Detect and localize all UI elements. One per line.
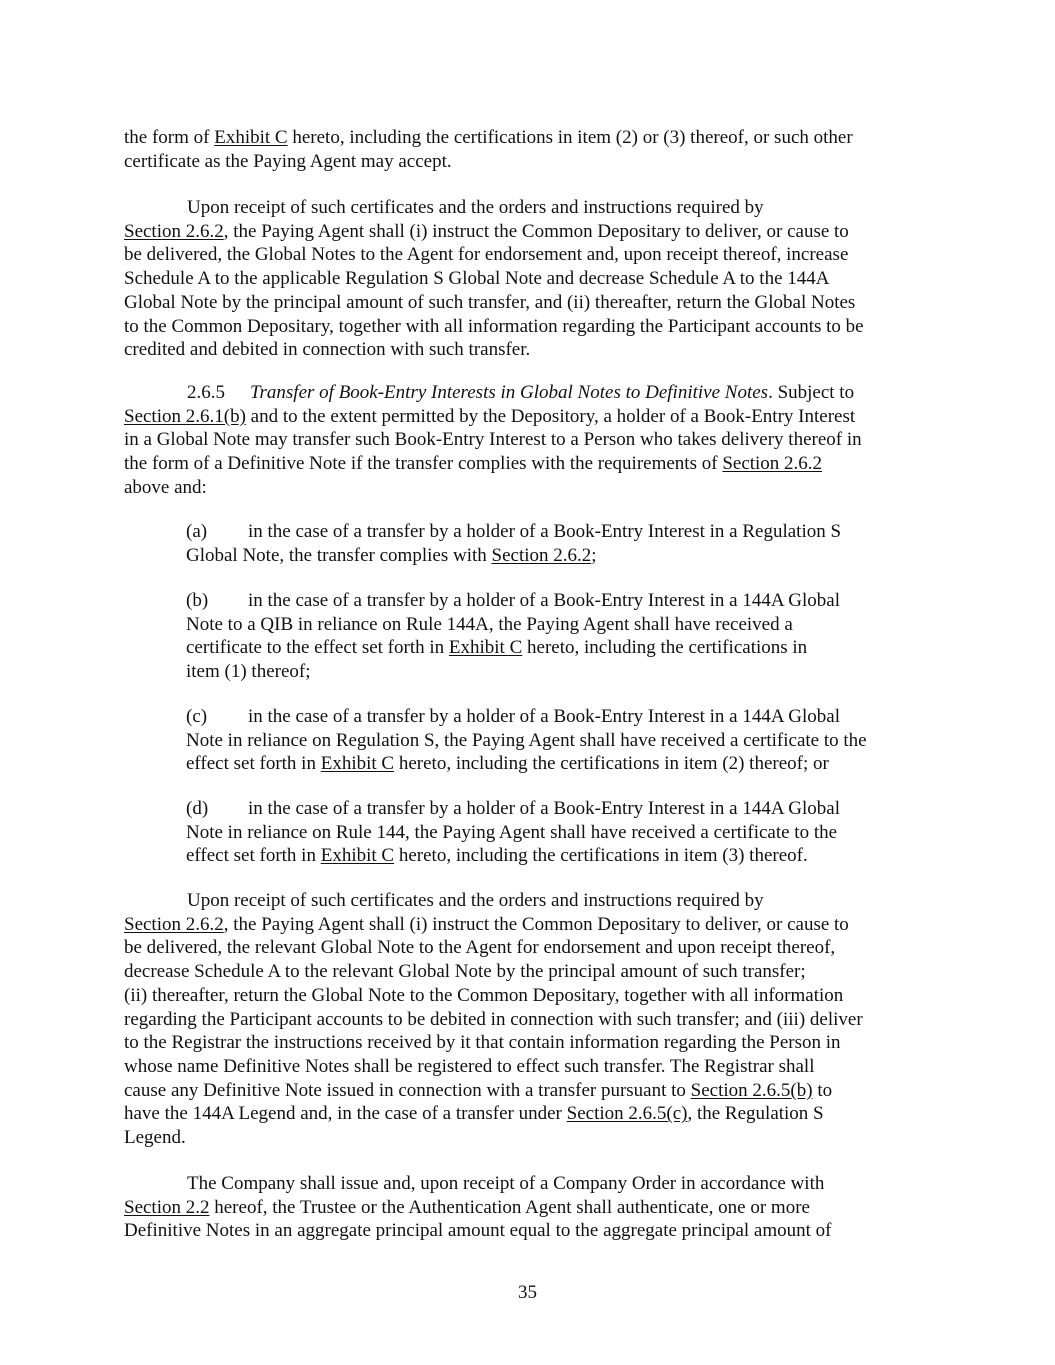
text-line — [124, 405, 862, 429]
item-label: (c) — [186, 706, 208, 727]
text-run: in the case of a transfer by a holder of a Book-Entry Interest in a Regulation S — [248, 521, 842, 542]
text-line: Legend. — [124, 1127, 186, 1149]
text-line: item (1) thereof; — [186, 661, 311, 683]
text-line: (ii) thereafter, return the Global Note to the Common Depositary, together with all information — [124, 984, 844, 1006]
section-2-6-2-reference: Section 2.6.2 — [124, 220, 224, 242]
text-run: hereto, including the certifications in item (2) thereof; or — [394, 753, 829, 775]
list-item-b — [186, 589, 840, 684]
text-line: in a Global Note may transfer such Book-Entry Interest to a Person who takes delivery thereof in — [124, 429, 862, 451]
item-label: (d) — [186, 798, 209, 819]
text-run: Global Note, the transfer complies with — [186, 544, 492, 566]
text-line — [186, 752, 867, 776]
text-line: Note in reliance on Rule 144, the Paying Agent shall have received a certificate to the — [186, 821, 838, 843]
text-line: Note in reliance on Regulation S, the Paying Agent shall have received a certificate to the — [186, 729, 867, 751]
text-line: be delivered, the Global Notes to the Agent for endorsement and, upon receipt thereof, increase — [124, 244, 849, 266]
text-run: the form of a Definitive Note if the transfer complies with the requirements of — [124, 453, 723, 475]
text-line: The Company shall issue and, upon receipt of a Company Order in accordance with — [187, 1173, 825, 1194]
text-run: and to the extent permitted by the Depository, a holder of a Book-Entry Interest — [245, 405, 856, 427]
text-line — [186, 636, 840, 660]
text-run: hereto, including the certifications in — [522, 637, 808, 659]
paragraph-receipt-global-transfer — [124, 196, 864, 362]
text-line: to the Registrar the instructions received by it that contain information regarding the Person in — [124, 1032, 841, 1054]
text-run: in the case of a transfer by a holder of a Book-Entry Interest in a 144A Global — [248, 798, 840, 819]
text-run: certificate to the effect set forth in — [186, 637, 449, 659]
text-line: above and: — [124, 476, 207, 498]
list-item-d — [186, 797, 840, 868]
text-line: regarding the Participant accounts to be debited in connection with such transfer; and (iii) deliver — [124, 1008, 863, 1030]
text-line — [186, 705, 867, 729]
text-line: be delivered, the relevant Global Note to the Agent for endorsement and upon receipt thereof, — [124, 937, 836, 959]
text-line — [124, 1196, 832, 1220]
text-line: Note to a QIB in reliance on Rule 144A, the Paying Agent shall have received a — [186, 613, 793, 635]
exhibit-c-reference: Exhibit C — [448, 637, 523, 659]
paragraph-company-issue — [124, 1172, 832, 1243]
text-run: to — [812, 1079, 833, 1101]
text-line — [124, 452, 862, 476]
text-run: , the Regulation S — [687, 1103, 824, 1125]
text-run: effect set forth in — [186, 753, 321, 775]
section-2-6-5b-reference: Section 2.6.5(b) — [690, 1079, 813, 1101]
text-line: whose name Definitive Notes shall be registered to effect such transfer. The Registrar shall — [124, 1055, 815, 1077]
text-line: decrease Schedule A to the relevant Global Note by the principal amount of such transfer; — [124, 961, 806, 983]
text-line: Schedule A to the applicable Regulation S Global Note and decrease Schedule A to the 144A — [124, 268, 830, 290]
item-label: (b) — [186, 590, 209, 611]
text-run: the form of — [124, 127, 215, 148]
section-title: Transfer of Book-Entry Interests in Global Notes to Definitive Notes — [250, 382, 769, 403]
section-2-6-1b-reference: Section 2.6.1(b) — [124, 405, 246, 427]
text-run: cause any Definitive Note issued in connection with a transfer pursuant to — [124, 1079, 691, 1101]
page-number: 35 — [518, 1282, 537, 1303]
text-run: hereto, including the certifications in item (2) or (3) thereof, or such other — [287, 127, 853, 148]
text-line — [186, 520, 841, 544]
section-2-6-2-reference: Section 2.6.2 — [491, 544, 592, 566]
section-2-2-reference: Section 2.2 — [124, 1196, 210, 1218]
text-line — [186, 844, 840, 868]
text-run: effect set forth in — [186, 845, 321, 867]
text-run: , the Paying Agent shall (i) instruct the Common Depositary to deliver, or cause to — [223, 220, 849, 242]
text-run: have the 144A Legend and, in the case of a transfer under — [124, 1103, 567, 1125]
text-run: hereof, the Trustee or the Authentication Agent shall authenticate, one or more — [209, 1196, 810, 1218]
section-heading-line — [124, 381, 862, 405]
text-line: Global Note by the principal amount of such transfer, and (ii) thereafter, return the Global Notes — [124, 291, 856, 313]
section-2-6-5 — [124, 381, 862, 500]
section-number: 2.6.5 — [187, 382, 225, 403]
paragraph-continuation — [124, 126, 853, 173]
exhibit-c-reference: Exhibit C — [320, 753, 395, 775]
text-line: Upon receipt of such certificates and the orders and instructions required by — [187, 890, 764, 911]
section-2-6-2-reference: Section 2.6.2 — [124, 913, 224, 935]
text-run: ; — [591, 544, 597, 566]
text-line: credited and debited in connection with such transfer. — [124, 339, 531, 361]
text-line: to the Common Depositary, together with all information regarding the Participant accounts to be — [124, 315, 864, 337]
text-line — [124, 220, 864, 244]
text-line: certificate as the Paying Agent may accept. — [124, 150, 452, 172]
exhibit-c-reference: Exhibit C — [320, 845, 395, 867]
text-line: Upon receipt of such certificates and the orders and instructions required by — [187, 197, 764, 218]
text-line: Definitive Notes in an aggregate principal amount equal to the aggregate principal amount of — [124, 1220, 832, 1242]
text-run: , the Paying Agent shall (i) instruct the Common Depositary to deliver, or cause to — [223, 913, 849, 935]
text-line — [186, 544, 841, 568]
paragraph-receipt-definitive-transfer — [124, 889, 863, 1150]
text-run: hereto, including the certifications in item (3) thereof. — [394, 845, 808, 867]
text-line — [124, 913, 863, 937]
text-line — [124, 1102, 863, 1126]
text-run: . Subject to — [768, 382, 855, 403]
text-line — [186, 589, 840, 613]
text-line — [186, 797, 840, 821]
exhibit-c-reference: Exhibit C — [214, 127, 288, 148]
text-line — [124, 126, 853, 150]
item-label: (a) — [186, 521, 208, 542]
list-item-c — [186, 705, 867, 776]
section-2-6-5c-reference: Section 2.6.5(c) — [566, 1103, 688, 1125]
list-item-a — [186, 520, 841, 567]
text-line — [124, 1079, 863, 1103]
section-2-6-2-reference: Section 2.6.2 — [722, 453, 823, 475]
text-run: in the case of a transfer by a holder of a Book-Entry Interest in a 144A Global — [248, 706, 840, 727]
text-run: in the case of a transfer by a holder of a Book-Entry Interest in a 144A Global — [248, 590, 840, 611]
